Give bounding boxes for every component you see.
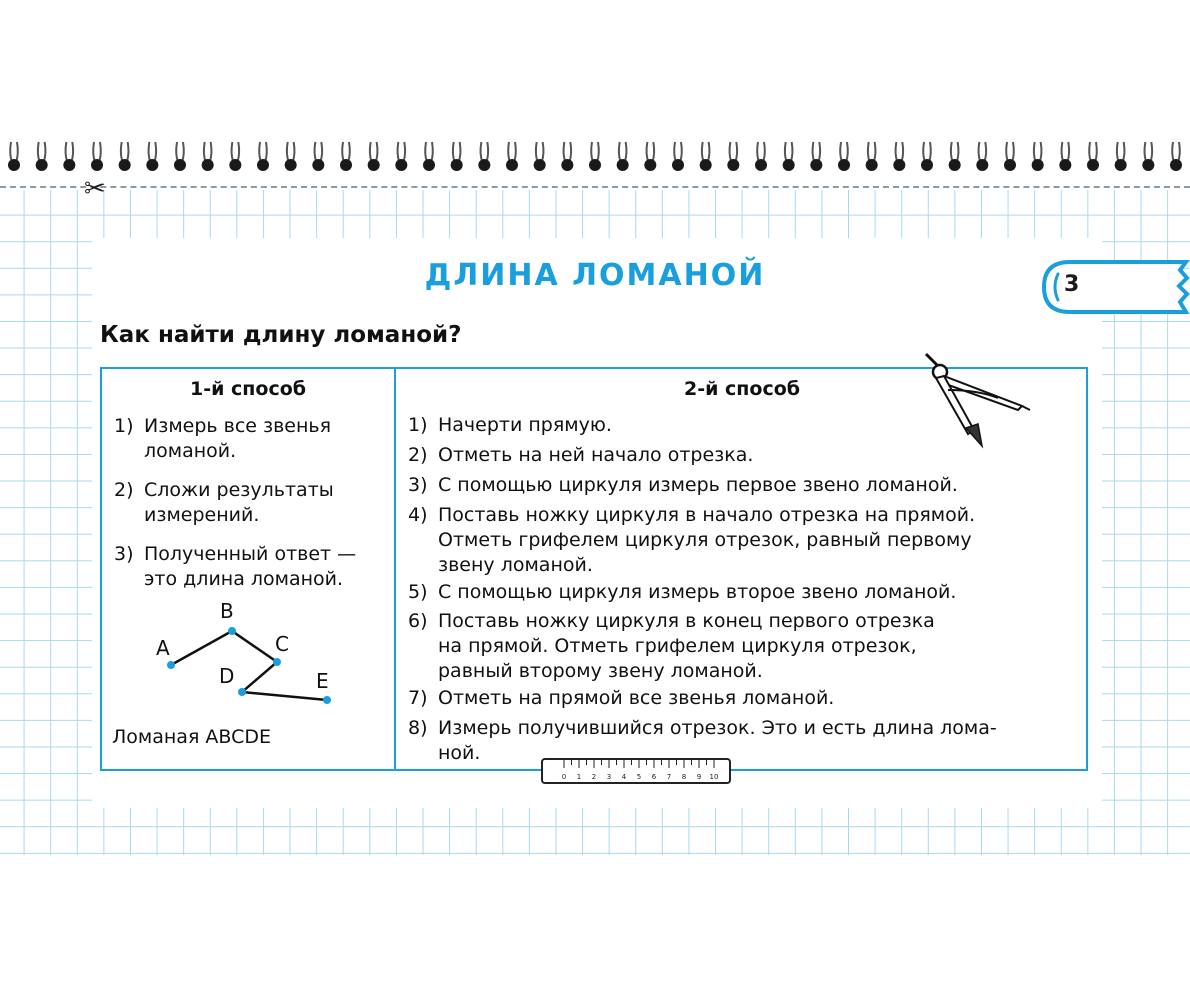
- method1-step-3: [114, 542, 356, 592]
- binding-hole: [1087, 159, 1099, 171]
- ruler-number: 2: [591, 773, 597, 781]
- label-c: C: [275, 632, 289, 656]
- step-line: это длина ломаной.: [144, 568, 344, 590]
- step-number: 7): [408, 687, 428, 709]
- spiral-binding-icon: [0, 140, 1190, 180]
- binding-hole: [395, 159, 407, 171]
- binding-hole: [727, 159, 739, 171]
- binding-hole: [340, 159, 352, 171]
- binding-hole: [423, 159, 435, 171]
- binding-hole: [63, 159, 75, 171]
- step-line: Отметь на прямой все звенья ломаной.: [438, 687, 835, 709]
- binding-hole: [1032, 159, 1044, 171]
- step-line: С помощью циркуля измерь второе звено ломаной.: [438, 581, 957, 603]
- step-line: Начерти прямую.: [438, 414, 612, 436]
- ruler-number: 1: [576, 773, 582, 781]
- binding-hole: [119, 159, 131, 171]
- table-divider: [394, 367, 396, 771]
- binding-hole: [1115, 159, 1127, 171]
- binding-hole: [1142, 159, 1154, 171]
- binding-hole: [257, 159, 269, 171]
- step-number: 6): [408, 610, 428, 632]
- binding-hole: [589, 159, 601, 171]
- step-line: Сложи результаты: [144, 479, 334, 501]
- binding-hole: [174, 159, 186, 171]
- step-number: 8): [408, 717, 428, 739]
- step-line: равный второму звену ломаной.: [438, 660, 763, 682]
- step-number: 3): [114, 543, 134, 565]
- binding-hole: [506, 159, 518, 171]
- method2-step-7: [408, 686, 834, 711]
- step-line: Отметь грифелем циркуля отрезок, равный первому: [438, 529, 972, 551]
- binding-hole: [838, 159, 850, 171]
- step-line: на прямой. Отметь грифелем циркуля отрезок,: [438, 635, 917, 657]
- ruler-number: 9: [696, 773, 702, 781]
- ruler-number: 4: [621, 773, 627, 781]
- binding-hole: [285, 159, 297, 171]
- binding-hole: [1059, 159, 1071, 171]
- method1-step-2: [114, 478, 334, 528]
- binding-hole: [1004, 159, 1016, 171]
- ruler-icon: [540, 755, 732, 787]
- binding-hole: [644, 159, 656, 171]
- binding-hole: [146, 159, 158, 171]
- question-heading: Как найти длину ломаной?: [100, 322, 462, 348]
- point-c: [273, 658, 281, 666]
- binding-hole: [617, 159, 629, 171]
- binding-hole: [451, 159, 463, 171]
- binding-hole: [478, 159, 490, 171]
- step-number: 2): [114, 479, 134, 501]
- step-line: Поставь ножку циркуля в начало отрезка на прямой.: [438, 504, 976, 526]
- ruler-number: 0: [561, 773, 567, 781]
- ruler-number: 6: [651, 773, 657, 781]
- binding-hole: [8, 159, 20, 171]
- step-number: 3): [408, 474, 428, 496]
- step-number: 4): [408, 504, 428, 526]
- point-d: [238, 688, 246, 696]
- step-line: Поставь ножку циркуля в конец первого отрезка: [438, 610, 935, 632]
- binding-hole: [949, 159, 961, 171]
- step-line: звену ломаной.: [438, 554, 593, 576]
- label-d: D: [219, 664, 235, 688]
- binding-hole: [672, 159, 684, 171]
- binding-hole: [700, 159, 712, 171]
- step-number: 5): [408, 581, 428, 603]
- binding-hole: [1170, 159, 1182, 171]
- ruler-number: 10: [709, 773, 719, 781]
- ruler-number: 8: [681, 773, 687, 781]
- binding-hole: [202, 159, 214, 171]
- binding-hole: [783, 159, 795, 171]
- method2-step-2: [408, 443, 753, 468]
- binding-hole: [534, 159, 546, 171]
- step-line: Измерь получившийся отрезок. Это и есть длина лома-: [438, 717, 997, 739]
- step-number: 2): [408, 444, 428, 466]
- binding-hole: [368, 159, 380, 171]
- page-number-tab: [1040, 258, 1190, 316]
- binding-hole: [866, 159, 878, 171]
- binding-hole: [561, 159, 573, 171]
- binding-hole: [976, 159, 988, 171]
- step-line: ломаной.: [144, 440, 237, 462]
- polyline-abcde: [171, 631, 327, 700]
- method2-step-6: [408, 609, 935, 684]
- label-e: E: [316, 669, 329, 693]
- diagram-caption: Ломаная ABCDE: [112, 726, 272, 748]
- polyline-diagram: [150, 596, 350, 711]
- method2-step-5: [408, 580, 956, 605]
- ruler-number: 5: [636, 773, 642, 781]
- method2-heading: 2-й способ: [683, 378, 801, 400]
- method1-heading: 1-й способ: [189, 378, 307, 400]
- step-line: Измерь все звенья: [144, 415, 332, 437]
- binding-hole: [921, 159, 933, 171]
- binding-hole: [91, 159, 103, 171]
- step-line: ной.: [438, 742, 481, 764]
- method2-step-3: [408, 473, 958, 498]
- point-a: [167, 661, 175, 669]
- step-number: 1): [408, 414, 428, 436]
- method1-step-1: [114, 414, 331, 464]
- point-b: [228, 627, 236, 635]
- page-number: 3: [1064, 272, 1080, 297]
- binding-hole: [810, 159, 822, 171]
- binding-hole: [36, 159, 48, 171]
- page-title: ДЛИНА ЛОМАНОЙ: [424, 258, 766, 293]
- step-number: 1): [114, 415, 134, 437]
- cut-line: [0, 186, 1190, 188]
- method2-step-4: [408, 503, 975, 578]
- binding-hole: [229, 159, 241, 171]
- scissors-icon: ✂: [84, 174, 106, 204]
- binding-hole: [893, 159, 905, 171]
- ruler-number: 7: [666, 773, 672, 781]
- binding-hole: [312, 159, 324, 171]
- method2-step-1: [408, 413, 612, 438]
- step-line: измерений.: [144, 504, 260, 526]
- step-line: С помощью циркуля измерь первое звено ломаной.: [438, 474, 958, 496]
- step-line: Отметь на ней начало отрезка.: [438, 444, 754, 466]
- label-b: B: [220, 599, 234, 623]
- label-a: A: [156, 636, 170, 660]
- step-line: Полученный ответ —: [144, 543, 357, 565]
- ruler-number: 3: [606, 773, 612, 781]
- point-e: [323, 696, 331, 704]
- compass-icon: [918, 350, 1038, 450]
- binding-hole: [755, 159, 767, 171]
